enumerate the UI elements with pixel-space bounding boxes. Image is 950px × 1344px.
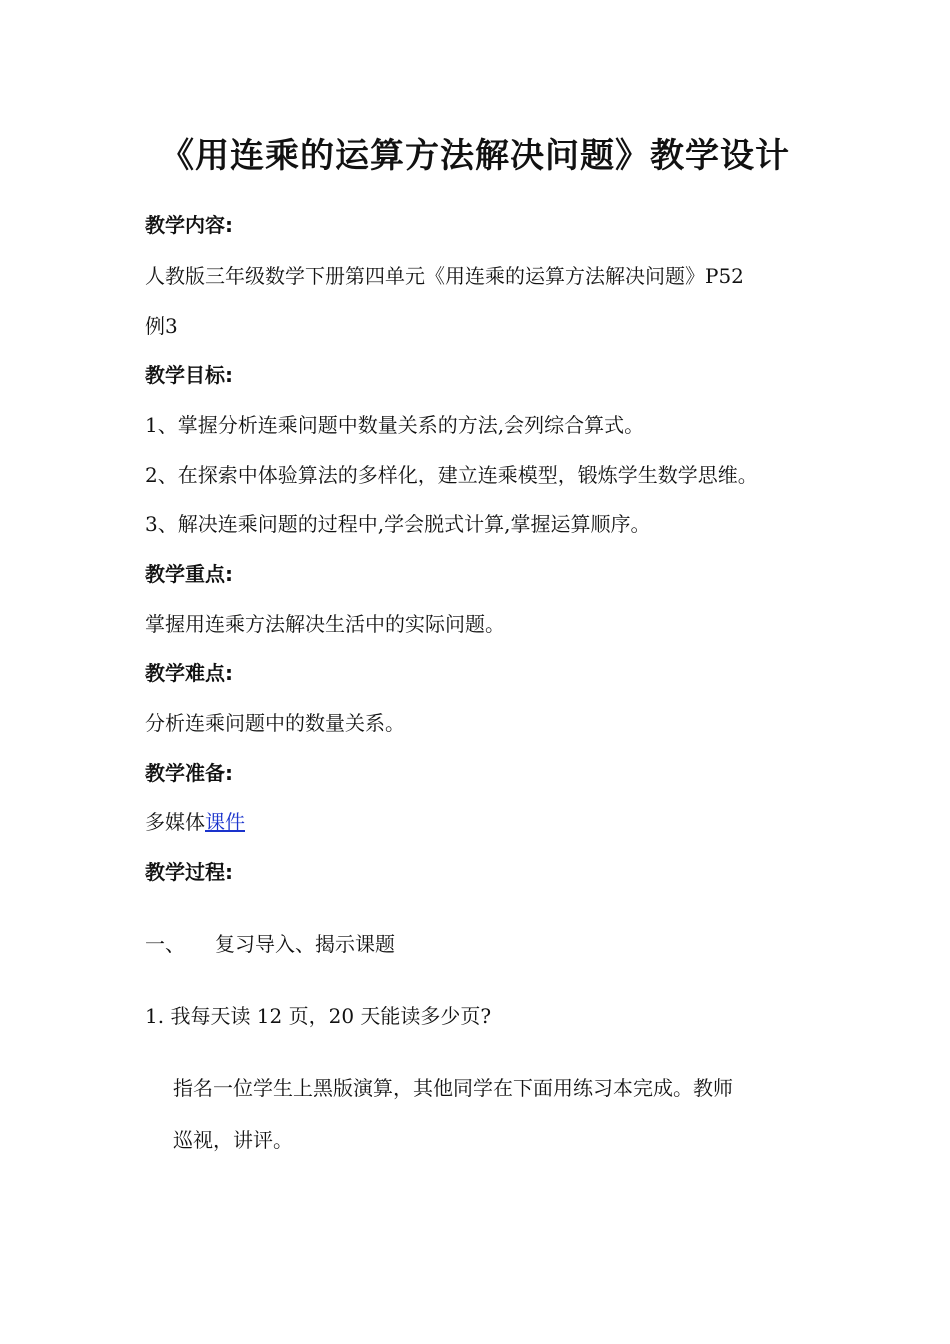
preparation-heading: 教学准备: [145,761,233,785]
teacher-note-line-2: 巡视，讲评。 [173,1128,293,1152]
teaching-content-line-1: 人教版三年级数学下册第四单元《用连乘的运算方法解决问题》P52 [145,264,744,288]
teaching-goal-item-2: 2、在探索中体验算法的多样化，建立连乘模型，锻炼学生数学思维。 [145,463,758,487]
process-heading: 教学过程: [145,860,233,884]
teaching-goals-heading: 教学目标: [145,363,233,387]
document-title: 《用连乘的运算方法解决问题》教学设计 [160,136,790,176]
key-point-text: 掌握用连乘方法解决生活中的实际问题。 [145,612,505,636]
teaching-content-heading: 教学内容: [145,213,233,237]
preparation-line [145,808,245,836]
teacher-note-line-1: 指名一位学生上黑版演算，其他同学在下面用练习本完成。教师 [173,1076,733,1100]
process-step-1 [145,930,395,958]
difficulty-text: 分析连乘问题中的数量关系。 [145,711,405,735]
step-number: 一、 [145,932,185,956]
teaching-goal-item-1: 1、掌握分析连乘问题中数量关系的方法,会列综合算式。 [145,413,645,437]
courseware-link[interactable]: 课件 [205,810,245,834]
difficulty-heading: 教学难点: [145,661,233,685]
step-title: 复习导入、揭示课题 [215,932,395,956]
teaching-content-line-2: 例3 [145,314,178,338]
question-1: 1. 我每天读 12 页，20 天能读多少页? [145,1004,492,1028]
key-point-heading: 教学重点: [145,562,233,586]
teaching-goal-item-3: 3、解决连乘问题的过程中,学会脱式计算,掌握运算顺序。 [145,512,651,536]
preparation-text: 多媒体 [145,810,205,834]
